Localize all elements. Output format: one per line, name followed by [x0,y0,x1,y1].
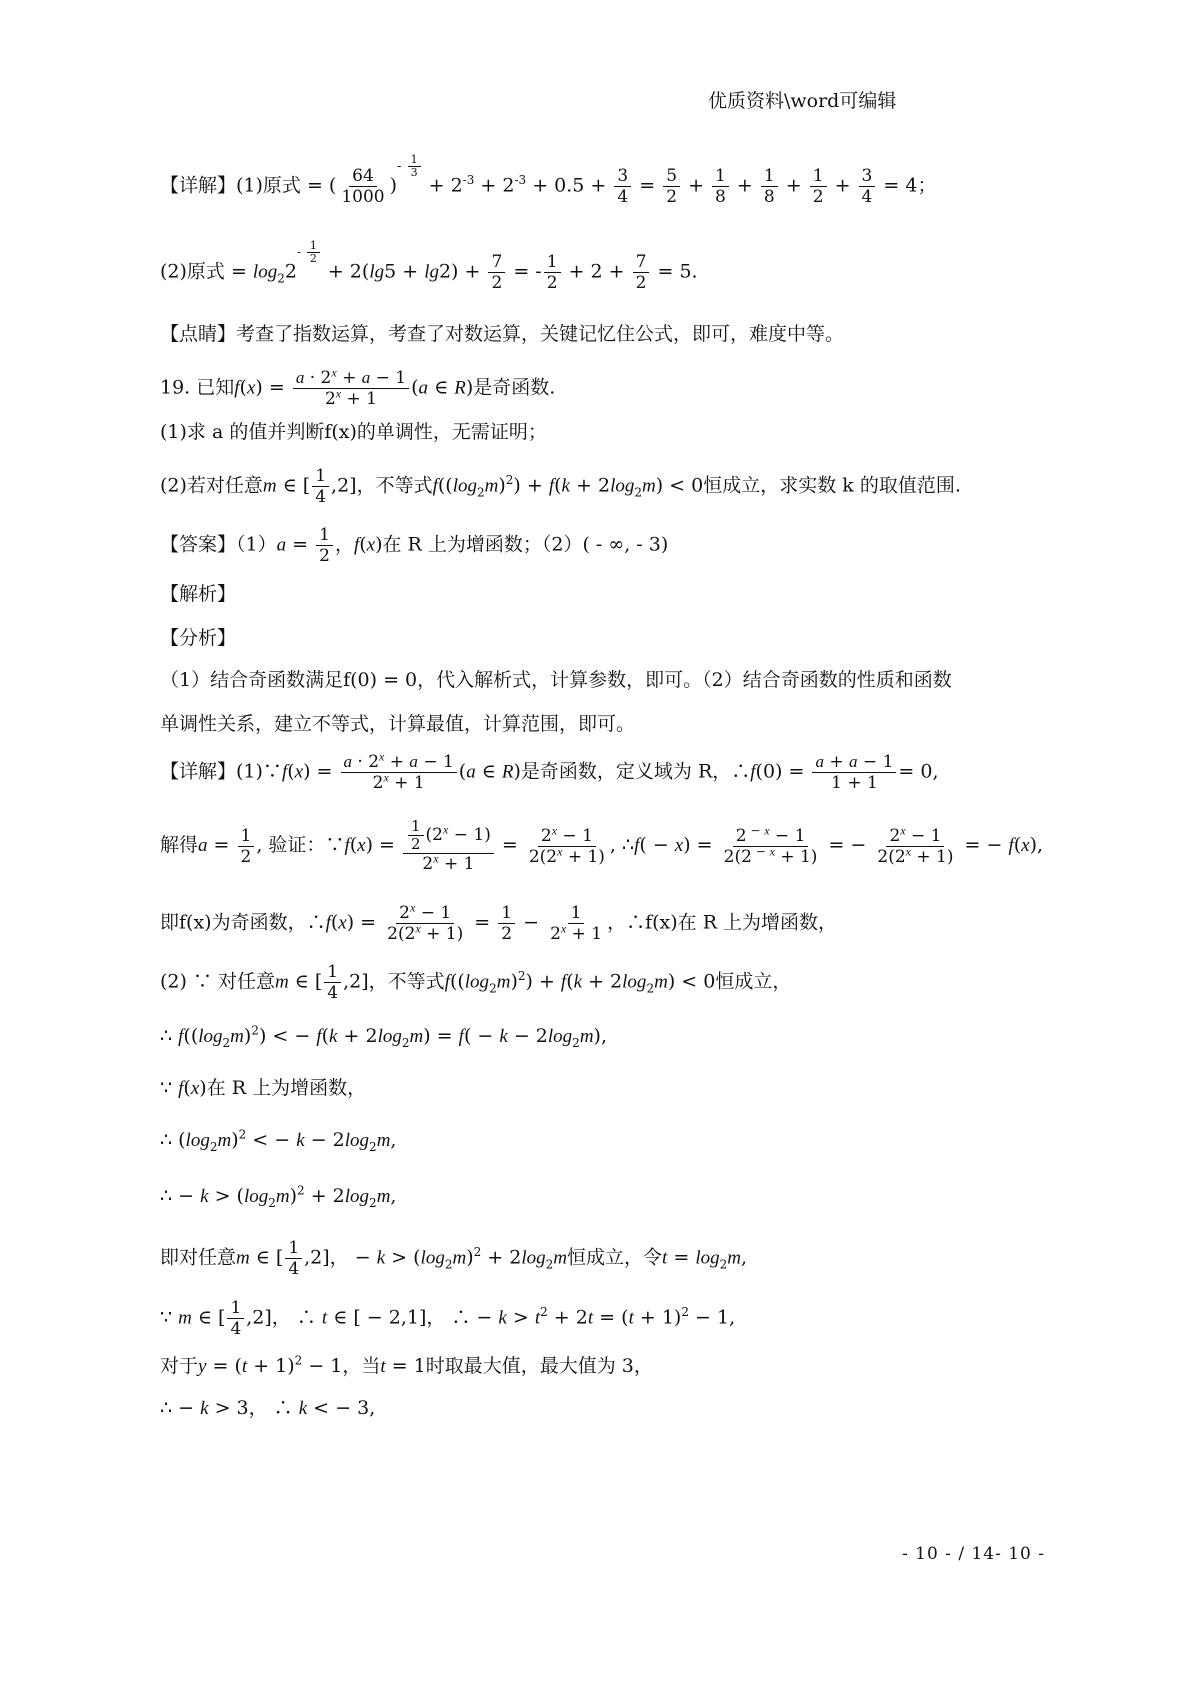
comment-line: 【点睛】考查了指数运算，考查了对数运算，关键记忆住公式，即可，难度中等。 [160,323,845,345]
section-fenxi: 【分析】 [160,627,237,649]
detail-step-6: ∵ f(x)在 R 上为增函数， [160,1077,367,1099]
detail-step-3: 即f(x)为奇函数，∴f(x) = $\frac{2^x - 1}{2(2^x + 1)}$ = $\frac{1}{2}$ − $\frac{1}{2^x + 1}$ ，∴f(x)在 R 上为增函数， [160,900,838,944]
detail-step-9: 即对任意m ∈ [ $\frac{1}{4}$ ,2]， − $k > (\log_2m)^2 + 2\log_2m$恒成立，令$t = \log_2m$, [160,1238,748,1279]
detail-step-1: 【详解】(1)∵f(x) = $\frac{a \cdot 2^x + a - 1}{2^x + 1}$ (a ∈ R)是奇函数，定义域为 R，∴f(0) = $\frac{a + a - 1}{1 + 1}$ = 0, [160,749,939,793]
section-jiexi: 【解析】 [160,583,237,605]
detail-step-5: ∴ $f((\log_2m)^2)$ < − $f(k + 2\log_2m) = f( - k - 2\log_2m)$, [160,1023,607,1050]
question-19-part-2: (2)若对任意m ∈ [ $\frac{1}{4}$ ,2]，不等式$f((\log_2m)^2) + f(k + 2\log_2m) < 0$恒成立，求实数 k 的取值范围. [160,466,961,507]
detail-step-8: ∴ − $k > (\log_2m)^2 + 2\log_2m$, [160,1183,397,1210]
page-footer: - 10 - / 14- 10 - [902,1544,1046,1564]
detail-line-1: 【详解】(1)原式 = ( $\frac{64}{1000}$ )$^{- \frac{1}{3}}$ + $2^{-3} + 2^{-3} + 0.5$ + $\frac{3}{4}$ = $\frac{5}{2}$ + $\frac{1}{8}$ + $\frac{1}{8}$ + $\frac{1}{2}$ + $\frac{3}{4}$ = 4； [160,153,937,207]
detail-step-10: ∵ m ∈ [ $\frac{1}{4}$ ,2]， ∴ t ∈ [ − 2,1]， ∴ − $k > t^2 + 2t = (t + 1)^2 - 1$, [160,1298,736,1339]
header-note: 优质资料\word可编辑 [708,90,897,112]
detail-step-2: 解得a = $\frac{1}{2}$ , 验证：∵f(x) = $\frac{1}{2}$ $(2^x - 1)$ $2^x + 1$ = $\frac{2^x - 1}{2(2^x + 1)}$ , ∴f( − x) = $\frac{2 ^{- x} - 1}{2(2 ^{- x} + 1)}$ = − $\frac{2^x - 1}{2(2^x + 1)}$ = − f(x), [160,817,1044,874]
answer-line: 【答案】（1）a = $\frac{1}{2}$ ，f(x)在 R 上为增函数；（2）( - ∞, - 3) [160,525,669,566]
detail-step-4: (2) ∵ 对任意m ∈ [ $\frac{1}{4}$ ,2]，不等式$f((\log_2m)^2) + f(k + 2\log_2m) < 0$恒成立， [160,962,792,1003]
analysis-line-2: 单调性关系，建立不等式，计算最值，计算范围，即可。 [160,713,636,735]
question-19-part-1: (1)求 a 的值并判断f(x)的单调性，无需证明； [160,421,547,443]
detail-step-7: ∴ $(\log_2m)^2$ < − $k - 2\log_2m$, [160,1127,397,1154]
detail-line-2: (2)原式 = $\log_22^{- \frac{1}{2}}$ + 2(lg5 + lg2) + $\frac{7}{2}$ = - $\frac{1}{2}$ + 2 + $\frac{7}{2}$ = 5. [160,239,698,293]
analysis-line-1: （1）结合奇函数满足f(0) = 0，代入解析式，计算参数，即可。（2）结合奇函数的性质和函数 [160,669,952,691]
question-19: 19. 已知f(x) = $\frac{a \cdot 2^x + a - 1}{2^x + 1}$ (a ∈ R)是奇函数. [160,365,556,409]
detail-step-12: ∴ − k > 3， ∴ k < − 3, [160,1397,376,1419]
detail-step-11: 对于$y = (t + 1)^2 - 1$，当t = 1时取最大值，最大值为 3， [160,1353,653,1377]
